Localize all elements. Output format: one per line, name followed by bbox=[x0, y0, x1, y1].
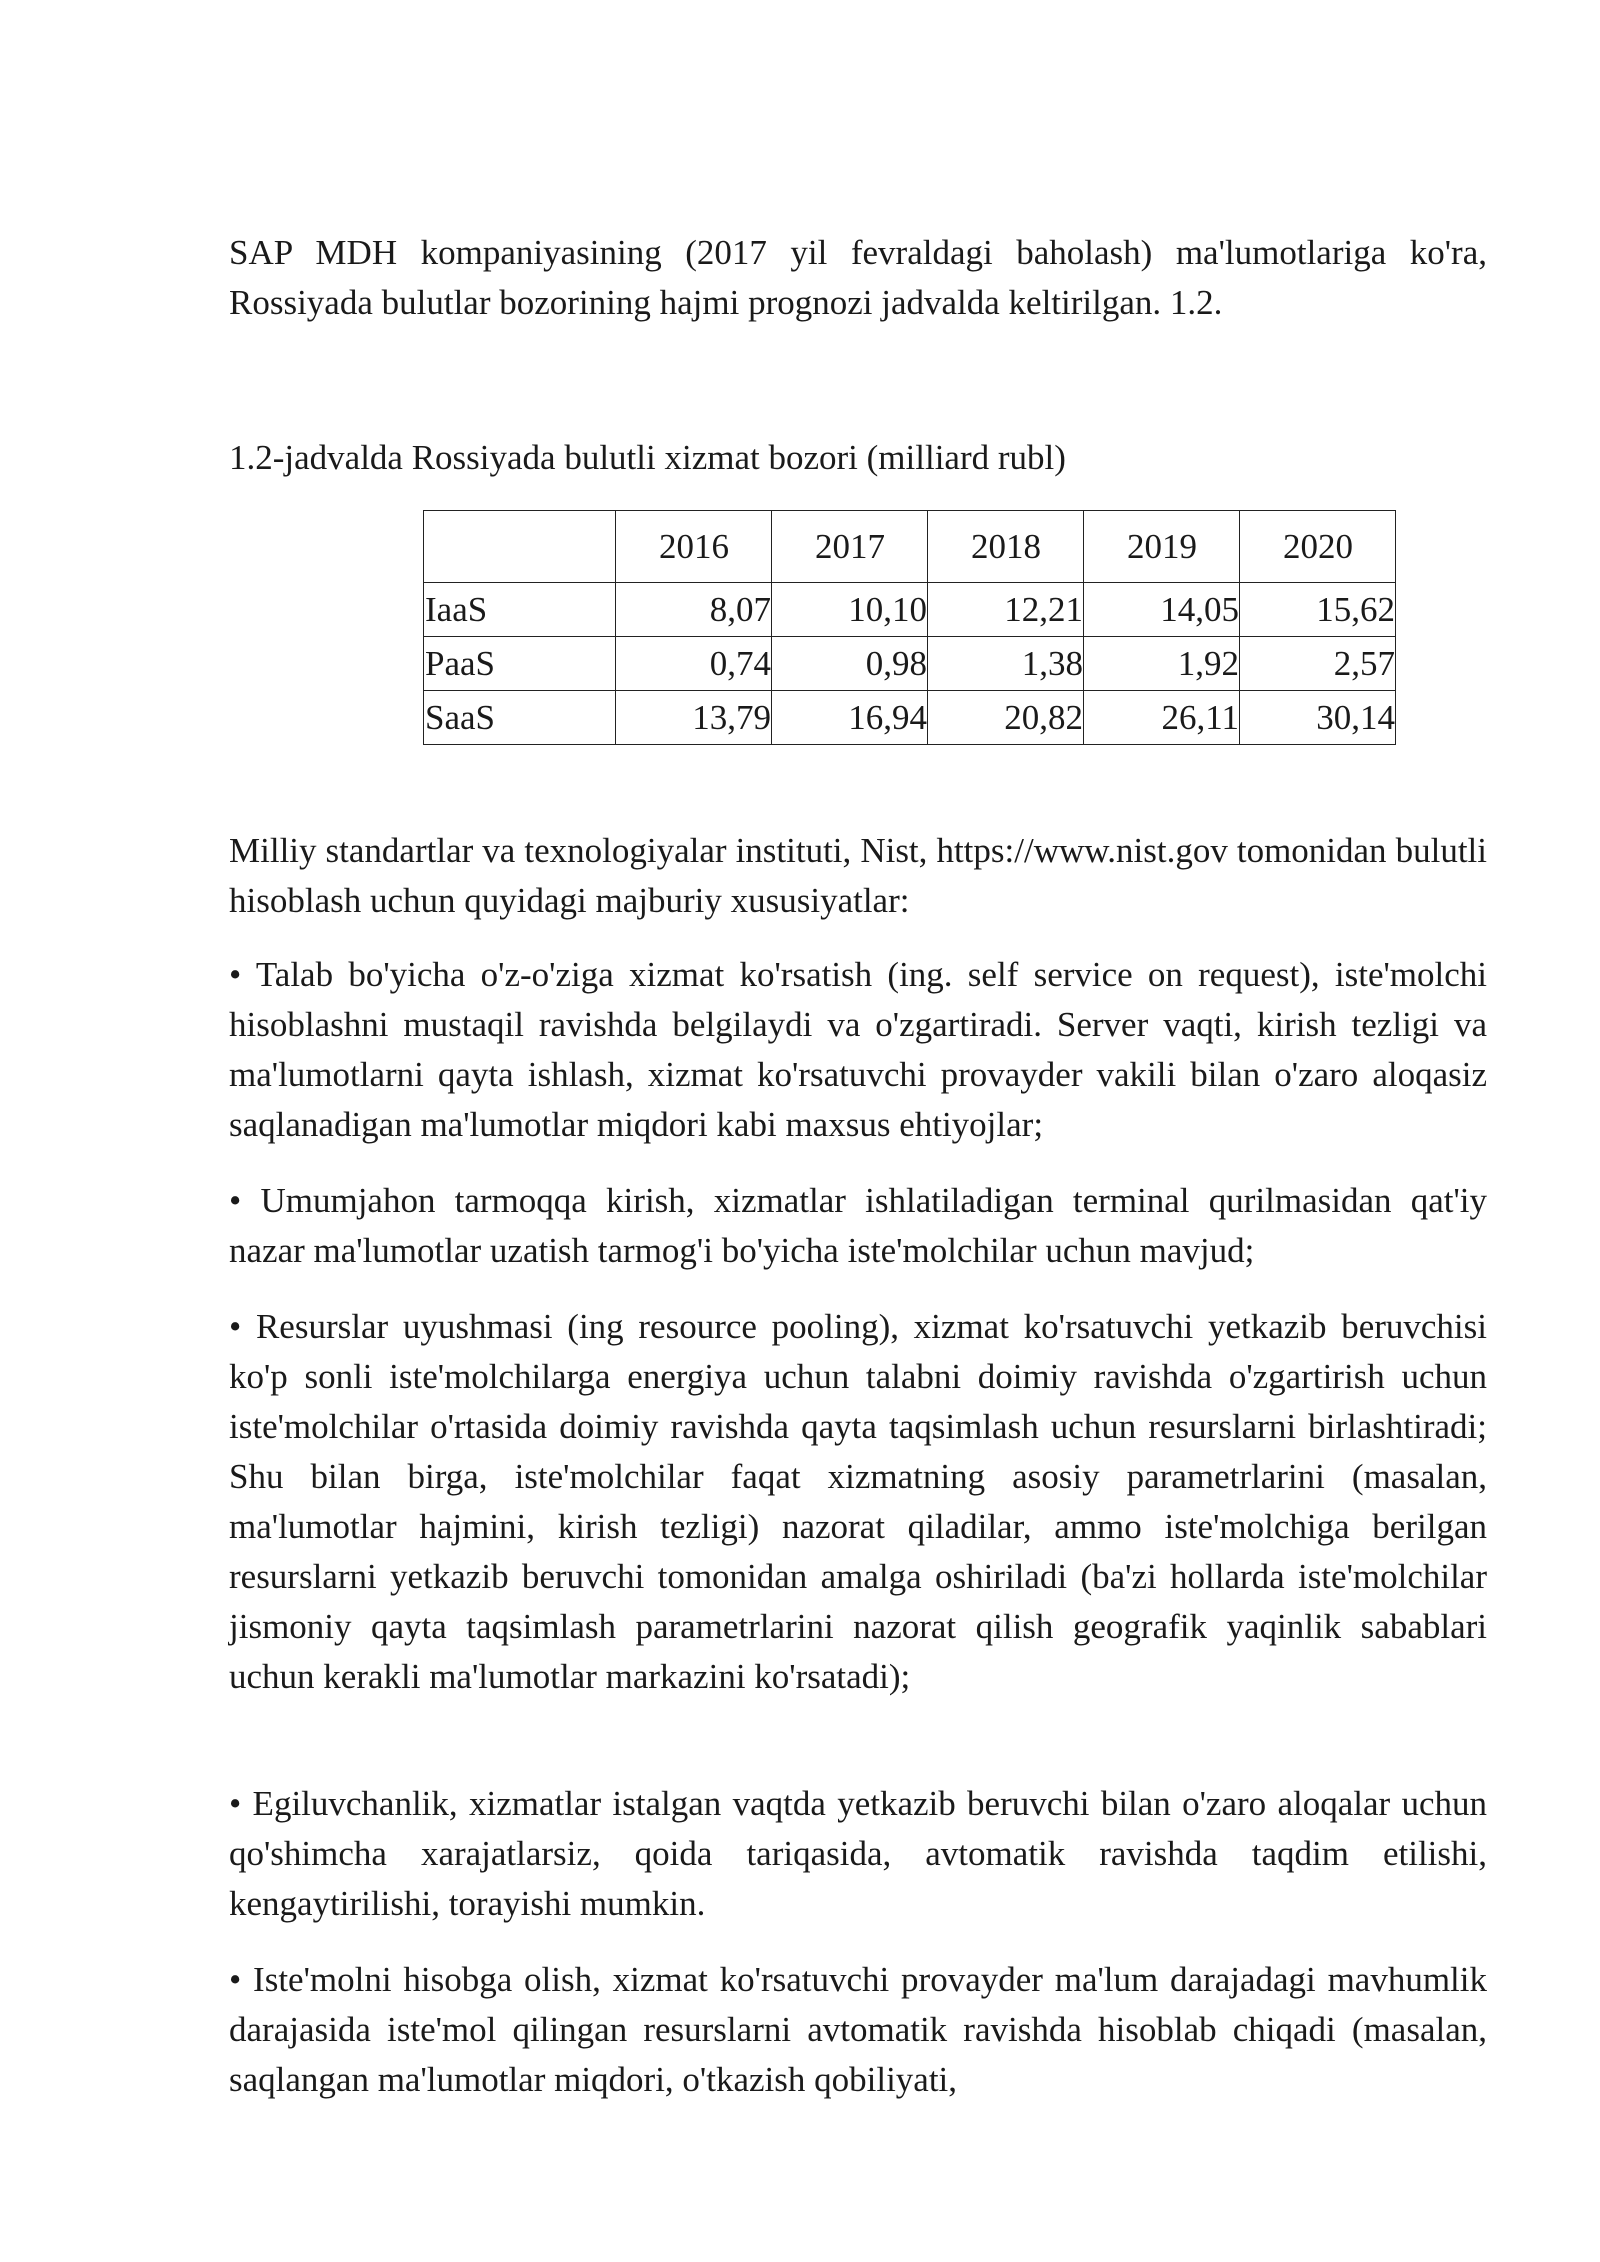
table-corner-cell bbox=[424, 511, 616, 583]
table-cell: 15,62 bbox=[1240, 583, 1396, 637]
table-cell: 0,74 bbox=[616, 637, 772, 691]
table-row bbox=[424, 637, 1396, 691]
table-cell: 20,82 bbox=[928, 691, 1084, 745]
intro-paragraph: SAP MDH kompaniyasining (2017 yil fevraldagi baholash) ma'lumotlariga ko'ra, Rossiyada bulutlar bozorining hajmi prognozi jadvalda keltirilgan. 1.2. bbox=[229, 233, 1487, 322]
table-cell: 30,14 bbox=[1240, 691, 1396, 745]
table-cell: 1,38 bbox=[928, 637, 1084, 691]
table-cell: 26,11 bbox=[1084, 691, 1240, 745]
table-cell: 1,92 bbox=[1084, 637, 1240, 691]
nist-paragraph: Milliy standartlar va texnologiyalar instituti, Nist, https://www.nist.gov tomonidan bulutli hisoblash uchun quyidagi majburiy xususiyatlar: bbox=[229, 831, 1487, 920]
table-cell: 14,05 bbox=[1084, 583, 1240, 637]
row-label: PaaS bbox=[424, 637, 616, 691]
bullet-item: • Talab bo'yicha o'z-o'ziga xizmat ko'rsatish (ing. self service on request), iste'molchi hisoblashni mustaqil ravishda belgilaydi va o'zgartiradi. Server vaqti, kirish tezligi va ma'lumotlarni qayta ishlash, xizmat ko'rsatuvchi provayder vakili bilan o'zaro aloqasiz saqlanadigan ma'lumotlar miqdori kabi maxsus ehtiyojlar; bbox=[229, 955, 1487, 1144]
row-label: SaaS bbox=[424, 691, 616, 745]
bullet-item: • Resurslar uyushmasi (ing resource pooling), xizmat ko'rsatuvchi yetkazib beruvchisi ko'p sonli iste'molchilarga energiya uchun talabni doimiy ravishda o'zgartirish uchun iste'molchilar o'rtasida doimiy ravishda qayta taqsimlash uchun resurslarni birlashtiradi; Shu bilan birga, iste'molchilar faqat xizmatning asosiy parametrlarini (masalan, ma'lumotlar hajmini, kirish tezligi) nazorat qiladilar, ammo iste'molchiga berilgan resurslarni yetkazib beruvchi tomonidan amalga oshiriladi (ba'zi hollarda iste'molchilar jismoniy qayta taqsimlash parametrlarini nazorat qilish geografik yaqinlik sabablari uchun kerakli ma'lumotlar markazini ko'rsatadi); bbox=[229, 1307, 1487, 1696]
table-cell: 12,21 bbox=[928, 583, 1084, 637]
cloud-market-table bbox=[423, 510, 1396, 745]
table-cell: 8,07 bbox=[616, 583, 772, 637]
bullet-item: • Umumjahon tarmoqqa kirish, xizmatlar ishlatiladigan terminal qurilmasidan qat'iy nazar ma'lumotlar uzatish tarmog'i bo'yicha iste'molchilar uchun mavjud; bbox=[229, 1181, 1487, 1270]
year-header: 2019 bbox=[1084, 511, 1240, 583]
year-header: 2016 bbox=[616, 511, 772, 583]
table-cell: 0,98 bbox=[772, 637, 928, 691]
table-cell: 13,79 bbox=[616, 691, 772, 745]
bullet-item: • Egiluvchanlik, xizmatlar istalgan vaqtda yetkazib beruvchi bilan o'zaro aloqalar uchun qo'shimcha xarajatlarsiz, qoida tariqasida, avtomatik ravishda taqdim etilishi, kengaytirilishi, torayishi mumkin. bbox=[229, 1784, 1487, 1923]
table-cell: 10,10 bbox=[772, 583, 928, 637]
table-header-row bbox=[424, 511, 1396, 583]
year-header: 2017 bbox=[772, 511, 928, 583]
table-row bbox=[424, 691, 1396, 745]
year-header: 2020 bbox=[1240, 511, 1396, 583]
bullet-item: • Iste'molni hisobga olish, xizmat ko'rsatuvchi provayder ma'lum darajadagi mavhumlik darajasida iste'mol qilingan resurslarni avtomatik ravishda hisoblab chiqadi (masalan, saqlangan ma'lumotlar miqdori, o'tkazish qobiliyati, bbox=[229, 1960, 1487, 2099]
table-row bbox=[424, 583, 1396, 637]
table-caption: 1.2-jadvalda Rossiyada bulutli xizmat bozori (milliard rubl) bbox=[229, 438, 1066, 477]
table-cell: 16,94 bbox=[772, 691, 928, 745]
year-header: 2018 bbox=[928, 511, 1084, 583]
table-cell: 2,57 bbox=[1240, 637, 1396, 691]
row-label: IaaS bbox=[424, 583, 616, 637]
